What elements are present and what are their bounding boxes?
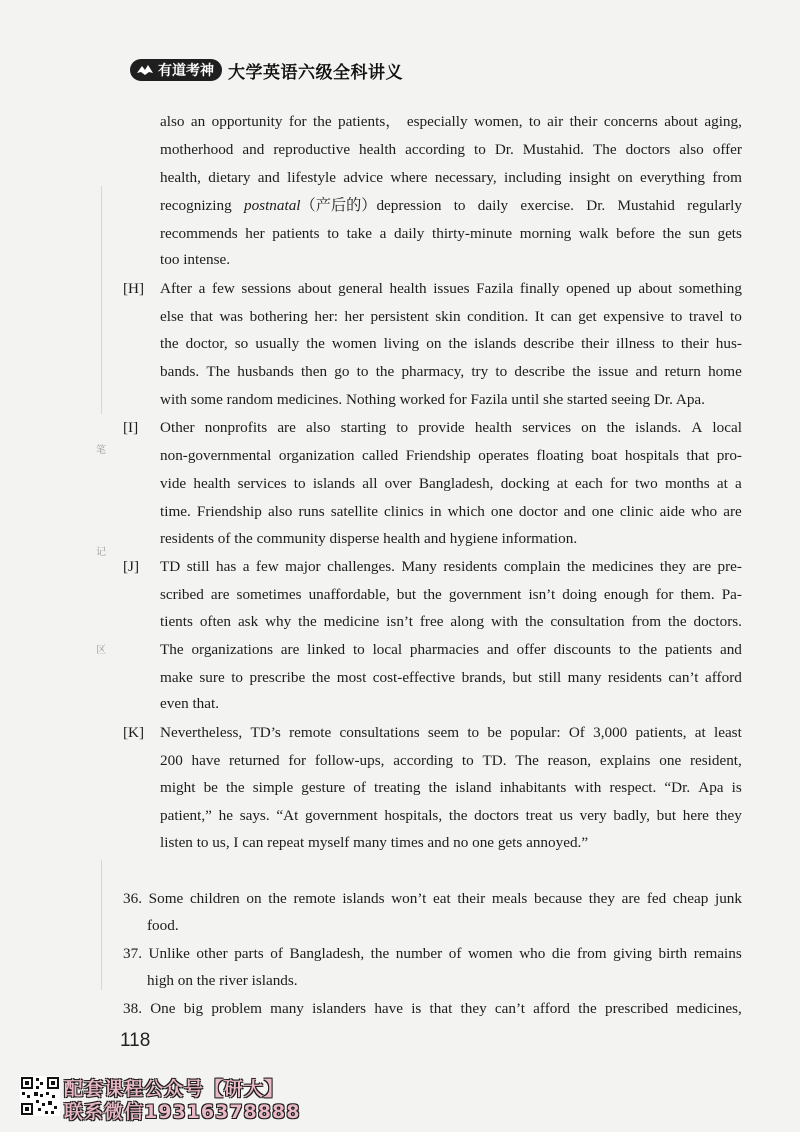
passage-line: health, dietary and lifestyle advice where necessary, including insight on everything from (160, 169, 742, 186)
margin-note-char-3: 区 (96, 645, 106, 656)
brand-logo (130, 59, 222, 81)
passage-line: might be the simple gesture of treating the island inhabitants with respect. “Dr. Apa is (160, 779, 742, 796)
passage-line: 200 have returned for follow-ups, according to TD. The reason, explains one resident, (160, 752, 742, 769)
passage-line: recognizing postnatal（产后的）depression to daily exercise. Dr. Mustahid regularly (160, 197, 742, 214)
passage-line: the doctor, so usually the women living on the islands describe their illness to their hus- (160, 335, 742, 352)
passage-line: listen to us, I can repeat myself many times and no one gets annoyed.” (160, 834, 589, 851)
passage-line: else that was bothering her: her persistent skin condition. It can get expensive to travel to (160, 308, 742, 325)
passage-line: also an opportunity for the patients， especially women, to air their concerns about aging, (160, 113, 742, 130)
passage-line: TD still has a few major challenges. Many residents complain the medicines they are pre- (160, 558, 742, 575)
passage-line: Nevertheless, TD’s remote consultations seem to be popular: Of 3,000 patients, at least (160, 724, 742, 741)
passage-line: residents of the community disperse health and hygiene information. (160, 530, 578, 547)
passage-line: scribed are sometimes unaffordable, but the government isn’t doing enough for them. Pa- (160, 586, 742, 603)
passage-line: patient,” he says. “At government hospitals, the doctors treat us very badly, but here they (160, 807, 742, 824)
passage-line: bands. The husbands then go to the pharmacy, try to describe the issue and return home (160, 363, 742, 380)
passage-line: The organizations are linked to local pharmacies and offer discounts to the patients and (160, 641, 742, 658)
passage-line: tients often ask why the medicine isn’t free along with the consultation from the doctors. (160, 613, 742, 630)
passage-line: time. Friendship also runs satellite clinics in which one doctor and one clinic aide who are (160, 503, 742, 520)
promo-line-2: 联系微信19316378888 (64, 1101, 301, 1123)
paragraph-marker: [I] (123, 419, 139, 436)
passage-line: recommends her patients to take a daily thirty-minute morning walk before the sun gets (160, 225, 742, 242)
passage-line: too intense. (160, 251, 231, 268)
question-line: high on the river islands. (147, 972, 298, 989)
margin-rule-top (101, 186, 102, 414)
eagle-icon (136, 63, 154, 77)
question-line: food. (147, 917, 179, 934)
paragraph-marker: [J] (123, 558, 140, 575)
question-line: 38. One big problem many islanders have is that they can’t afford the prescribed medicines, (123, 1000, 742, 1017)
passage-line: make sure to prescribe the most cost-effective brands, but still many residents can’t afford (160, 669, 742, 686)
promo-line-1: 配套课程公众号【研大】 (64, 1078, 285, 1100)
margin-note-char-1: 笔 (96, 445, 106, 456)
question-line: 36. Some children on the remote islands won’t eat their meals because they are fed cheap junk (123, 890, 742, 907)
paragraph-marker: [K] (123, 724, 145, 741)
passage-line: vide health services to islands all over Bangladesh, docking at each for two months at a (160, 475, 742, 492)
passage-line: with some random medicines. Nothing worked for Fazila until she started seeing Dr. Apa. (160, 391, 705, 408)
margin-note-char-2: 记 (96, 547, 106, 558)
page-number: 118 (120, 1030, 151, 1051)
running-header (130, 56, 403, 84)
passage-line: motherhood and reproductive health according to Dr. Mustahid. The doctors also offer (160, 141, 742, 158)
book-title: 大学英语六级全科讲义 (228, 62, 403, 83)
qr-code (20, 1076, 60, 1116)
passage-line: After a few sessions about general health issues Fazila finally opened up about something (160, 280, 742, 297)
paragraph-marker: [H] (123, 280, 145, 297)
margin-rule-bottom (101, 860, 102, 990)
passage-line: non-governmental organization called Friendship operates floating boat hospitals that pro- (160, 447, 742, 464)
question-line: 37. Unlike other parts of Bangladesh, the number of women who die from giving birth remains (123, 945, 742, 962)
passage-line: even that. (160, 695, 220, 712)
passage-line: Other nonprofits are also starting to provide health services on the islands. A local (160, 419, 742, 436)
brand-name: 有道考神 (158, 63, 214, 79)
